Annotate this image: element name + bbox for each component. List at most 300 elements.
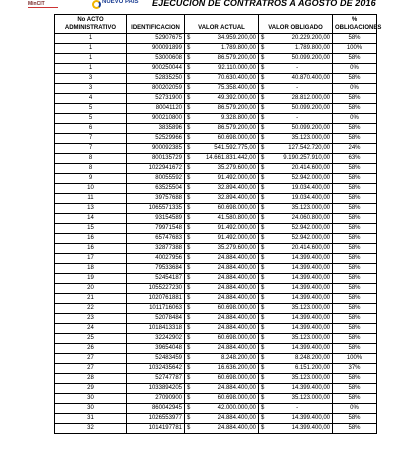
logo-divider bbox=[28, 7, 58, 8]
acto-cell: 1 bbox=[55, 44, 127, 54]
table-row bbox=[55, 404, 377, 414]
valor-actual-cell bbox=[185, 54, 259, 64]
valor-obligado-cell bbox=[259, 124, 333, 134]
currency-symbol: $ bbox=[187, 295, 191, 301]
amount-value: 20.229.200,00 bbox=[291, 35, 330, 41]
currency-symbol: $ bbox=[187, 235, 191, 241]
obligaciones-pct-cell: 58% bbox=[333, 284, 377, 294]
amount-value: 32.894.400,00 bbox=[217, 195, 256, 201]
identificacion-cell: 800202059 bbox=[127, 84, 185, 94]
valor-obligado-cell bbox=[259, 44, 333, 54]
valor-actual-cell bbox=[185, 254, 259, 264]
currency-symbol: $ bbox=[187, 335, 191, 341]
identificacion-cell: 52747787 bbox=[127, 374, 185, 384]
acto-cell: 17 bbox=[55, 254, 127, 264]
currency-symbol: $ bbox=[261, 405, 265, 411]
valor-obligado-cell bbox=[259, 324, 333, 334]
valor-obligado-cell bbox=[259, 344, 333, 354]
valor-actual-cell bbox=[185, 324, 259, 334]
obligaciones-pct-cell: 58% bbox=[333, 314, 377, 324]
acto-cell: 10 bbox=[55, 184, 127, 194]
obligaciones-pct-cell: 58% bbox=[333, 94, 377, 104]
valor-obligado-cell bbox=[259, 384, 333, 394]
currency-symbol: $ bbox=[187, 165, 191, 171]
obligaciones-pct-cell: 100% bbox=[333, 354, 377, 364]
currency-symbol: $ bbox=[187, 125, 191, 131]
amount-value: 52.942.000,00 bbox=[291, 175, 330, 181]
acto-cell: 16 bbox=[55, 244, 127, 254]
valor-obligado-cell bbox=[259, 54, 333, 64]
valor-obligado-cell bbox=[259, 144, 333, 154]
currency-symbol: $ bbox=[261, 155, 265, 161]
currency-symbol: $ bbox=[187, 415, 191, 421]
nuevo-pais-logo bbox=[92, 0, 139, 11]
identificacion-cell: 52483459 bbox=[127, 354, 185, 364]
identificacion-cell: 52078484 bbox=[127, 314, 185, 324]
obligaciones-pct-cell: 58% bbox=[333, 374, 377, 384]
acto-cell: 29 bbox=[55, 384, 127, 394]
obligaciones-pct-cell: 0% bbox=[333, 404, 377, 414]
currency-symbol: $ bbox=[187, 285, 191, 291]
amount-value: 8.248.200,00 bbox=[220, 355, 256, 361]
identificacion-cell: 53000608 bbox=[127, 54, 185, 64]
table-row bbox=[55, 224, 377, 234]
amount-value: 14.399.400,00 bbox=[291, 345, 330, 351]
currency-symbol: $ bbox=[261, 205, 265, 211]
identificacion-cell: 900091899 bbox=[127, 44, 185, 54]
currency-symbol: $ bbox=[187, 155, 191, 161]
amount-value: 19.034.400,00 bbox=[291, 185, 330, 191]
valor-actual-cell bbox=[185, 264, 259, 274]
table-row bbox=[55, 184, 377, 194]
identificacion-cell: 1011716063 bbox=[127, 304, 185, 314]
amount-value: 14.399.400,00 bbox=[291, 385, 330, 391]
valor-actual-cell bbox=[185, 104, 259, 114]
currency-symbol: $ bbox=[187, 85, 191, 91]
amount-value: 14.399.400,00 bbox=[291, 425, 330, 431]
currency-symbol: $ bbox=[261, 45, 265, 51]
obligaciones-pct-cell: 58% bbox=[333, 54, 377, 64]
identificacion-cell: 1022941672 bbox=[127, 164, 185, 174]
acto-cell: 1 bbox=[55, 54, 127, 64]
amount-value: 91.492.000,00 bbox=[217, 175, 256, 181]
obligaciones-pct-cell: 58% bbox=[333, 134, 377, 144]
valor-obligado-cell bbox=[259, 74, 333, 84]
acto-cell: 7 bbox=[55, 144, 127, 154]
amount-value: 16.636.200,00 bbox=[217, 365, 256, 371]
valor-obligado-cell bbox=[259, 194, 333, 204]
amount-value: 14.399.400,00 bbox=[291, 275, 330, 281]
currency-symbol: $ bbox=[261, 365, 265, 371]
acto-cell: 1 bbox=[55, 64, 127, 74]
identificacion-cell: 63525504 bbox=[127, 184, 185, 194]
valor-obligado-cell bbox=[259, 264, 333, 274]
identificacion-cell: 900250044 bbox=[127, 64, 185, 74]
obligaciones-pct-cell: 58% bbox=[333, 234, 377, 244]
obligaciones-pct-cell: 0% bbox=[333, 114, 377, 124]
currency-symbol: $ bbox=[187, 275, 191, 281]
table-row bbox=[55, 304, 377, 314]
valor-actual-cell bbox=[185, 334, 259, 344]
valor-actual-cell bbox=[185, 394, 259, 404]
identificacion-cell: 1026553977 bbox=[127, 414, 185, 424]
valor-obligado-cell bbox=[259, 214, 333, 224]
currency-symbol: $ bbox=[187, 375, 191, 381]
currency-symbol: $ bbox=[261, 345, 265, 351]
currency-symbol: $ bbox=[261, 395, 265, 401]
currency-symbol: $ bbox=[261, 295, 265, 301]
currency-symbol: $ bbox=[187, 215, 191, 221]
amount-value: 24.884.400,00 bbox=[217, 415, 256, 421]
table-row bbox=[55, 114, 377, 124]
valor-actual-cell bbox=[185, 144, 259, 154]
valor-obligado-cell bbox=[259, 174, 333, 184]
identificacion-cell: 40027956 bbox=[127, 254, 185, 264]
valor-actual-cell bbox=[185, 414, 259, 424]
currency-symbol: $ bbox=[261, 85, 265, 91]
valor-obligado-cell bbox=[259, 64, 333, 74]
acto-cell: 18 bbox=[55, 264, 127, 274]
obligaciones-pct-cell: 58% bbox=[333, 384, 377, 394]
acto-cell: 30 bbox=[55, 404, 127, 414]
table-row bbox=[55, 264, 377, 274]
amount-value: 50.099.200,00 bbox=[291, 55, 330, 61]
obligaciones-pct-cell: 63% bbox=[333, 154, 377, 164]
col-header-valor-obligado: VALOR OBLIGADO bbox=[259, 15, 333, 34]
valor-actual-cell bbox=[185, 284, 259, 294]
valor-obligado-cell bbox=[259, 334, 333, 344]
amount-value: 91.492.000,00 bbox=[217, 225, 256, 231]
obligaciones-pct-cell: 58% bbox=[333, 174, 377, 184]
amount-value: 60.698.000,00 bbox=[217, 205, 256, 211]
currency-symbol: $ bbox=[261, 275, 265, 281]
table-row bbox=[55, 134, 377, 144]
acto-cell: 11 bbox=[55, 194, 127, 204]
acto-cell: 8 bbox=[55, 154, 127, 164]
table-row bbox=[55, 194, 377, 204]
identificacion-cell: 52529966 bbox=[127, 134, 185, 144]
amount-value: 50.099.200,00 bbox=[291, 125, 330, 131]
amount-value: 40.870.400,00 bbox=[291, 75, 330, 81]
acto-cell: 30 bbox=[55, 394, 127, 404]
currency-symbol: $ bbox=[187, 345, 191, 351]
valor-obligado-cell bbox=[259, 184, 333, 194]
table-row bbox=[55, 124, 377, 134]
identificacion-cell: 1065571335 bbox=[127, 204, 185, 214]
valor-actual-cell bbox=[185, 374, 259, 384]
amount-value: 41.580.800,00 bbox=[217, 215, 256, 221]
currency-symbol: $ bbox=[261, 185, 265, 191]
table-row bbox=[55, 424, 377, 434]
table-row bbox=[55, 74, 377, 84]
valor-obligado-cell bbox=[259, 134, 333, 144]
amount-value: 86.579.200,00 bbox=[217, 55, 256, 61]
amount-value: 541.592.775,00 bbox=[214, 145, 256, 151]
obligaciones-pct-cell: 58% bbox=[333, 254, 377, 264]
currency-symbol: $ bbox=[261, 225, 265, 231]
table-row bbox=[55, 334, 377, 344]
currency-symbol: $ bbox=[261, 135, 265, 141]
currency-symbol: $ bbox=[187, 225, 191, 231]
currency-symbol: $ bbox=[261, 215, 265, 221]
obligaciones-pct-cell: 100% bbox=[333, 44, 377, 54]
acto-cell: 24 bbox=[55, 324, 127, 334]
valor-actual-cell bbox=[185, 424, 259, 434]
amount-value: 35.123.000,00 bbox=[291, 395, 330, 401]
valor-actual-cell bbox=[185, 184, 259, 194]
identificacion-cell: 32242902 bbox=[127, 334, 185, 344]
currency-symbol: $ bbox=[261, 235, 265, 241]
table-row bbox=[55, 344, 377, 354]
acto-cell: 1 bbox=[55, 34, 127, 44]
amount-value: 24.884.400,00 bbox=[217, 295, 256, 301]
valor-actual-cell bbox=[185, 354, 259, 364]
valor-obligado-cell bbox=[259, 374, 333, 384]
currency-symbol: $ bbox=[261, 415, 265, 421]
amount-value: 14.399.400,00 bbox=[291, 415, 330, 421]
valor-actual-cell bbox=[185, 194, 259, 204]
amount-value: 14.399.400,00 bbox=[291, 255, 330, 261]
acto-cell: 5 bbox=[55, 114, 127, 124]
col-header-identificacion: IDENTIFICACION bbox=[127, 15, 185, 34]
currency-symbol: $ bbox=[261, 75, 265, 81]
identificacion-cell: 900092385 bbox=[127, 144, 185, 154]
acto-cell: 32 bbox=[55, 424, 127, 434]
amount-value: 14.399.400,00 bbox=[291, 315, 330, 321]
identificacion-cell: 52731900 bbox=[127, 94, 185, 104]
amount-value: 60.698.000,00 bbox=[217, 375, 256, 381]
amount-value: 52.942.000,00 bbox=[291, 225, 330, 231]
acto-cell: 21 bbox=[55, 294, 127, 304]
currency-symbol: $ bbox=[261, 145, 265, 151]
amount-value: 24.884.400,00 bbox=[217, 345, 256, 351]
amount-value: 50.099.200,00 bbox=[291, 105, 330, 111]
identificacion-cell: 860042945 bbox=[127, 404, 185, 414]
table-row bbox=[55, 214, 377, 224]
table-row bbox=[55, 324, 377, 334]
obligaciones-pct-cell: 24% bbox=[333, 144, 377, 154]
amount-value: 35.279.600,00 bbox=[217, 165, 256, 171]
currency-symbol: $ bbox=[187, 135, 191, 141]
table-row bbox=[55, 254, 377, 264]
identificacion-cell: 79971548 bbox=[127, 224, 185, 234]
identificacion-cell: 900210800 bbox=[127, 114, 185, 124]
obligaciones-pct-cell: 58% bbox=[333, 244, 377, 254]
valor-obligado-cell bbox=[259, 404, 333, 414]
identificacion-cell: 39654048 bbox=[127, 344, 185, 354]
currency-symbol: $ bbox=[261, 335, 265, 341]
currency-symbol: $ bbox=[187, 255, 191, 261]
valor-actual-cell bbox=[185, 384, 259, 394]
amount-value: 14.399.400,00 bbox=[291, 295, 330, 301]
amount-value: 19.034.400,00 bbox=[291, 195, 330, 201]
acto-cell: 13 bbox=[55, 204, 127, 214]
amount-value: 14.399.400,00 bbox=[291, 285, 330, 291]
obligaciones-pct-cell: 58% bbox=[333, 304, 377, 314]
obligaciones-pct-cell: 58% bbox=[333, 74, 377, 84]
identificacion-cell: 52835250 bbox=[127, 74, 185, 84]
currency-symbol: $ bbox=[187, 115, 191, 121]
acto-cell: 8 bbox=[55, 164, 127, 174]
identificacion-cell: 80041120 bbox=[127, 104, 185, 114]
amount-value: 60.698.000,00 bbox=[217, 335, 256, 341]
table-row bbox=[55, 44, 377, 54]
valor-obligado-cell bbox=[259, 244, 333, 254]
currency-symbol: $ bbox=[261, 105, 265, 111]
col-header-acto: No ACTO ADMINISTRATIVO bbox=[55, 15, 127, 34]
obligaciones-pct-cell: 58% bbox=[333, 394, 377, 404]
valor-actual-cell bbox=[185, 34, 259, 44]
identificacion-cell: 27090900 bbox=[127, 394, 185, 404]
currency-symbol: $ bbox=[261, 385, 265, 391]
valor-actual-cell bbox=[185, 344, 259, 354]
table-row bbox=[55, 204, 377, 214]
table-row bbox=[55, 154, 377, 164]
identificacion-cell: 1055227230 bbox=[127, 284, 185, 294]
amount-value: - bbox=[296, 65, 299, 71]
amount-value: 60.698.000,00 bbox=[217, 395, 256, 401]
valor-obligado-cell bbox=[259, 164, 333, 174]
obligaciones-pct-cell: 58% bbox=[333, 184, 377, 194]
amount-value: 24.884.400,00 bbox=[217, 265, 256, 271]
amount-value: 70.630.400,00 bbox=[217, 75, 256, 81]
valor-actual-cell bbox=[185, 164, 259, 174]
table-row bbox=[55, 54, 377, 64]
currency-symbol: $ bbox=[187, 195, 191, 201]
acto-cell: 31 bbox=[55, 414, 127, 424]
table-row bbox=[55, 384, 377, 394]
amount-value: 14.399.400,00 bbox=[291, 325, 330, 331]
valor-actual-cell bbox=[185, 274, 259, 284]
currency-symbol: $ bbox=[187, 55, 191, 61]
amount-value: 24.884.400,00 bbox=[217, 255, 256, 261]
currency-symbol: $ bbox=[187, 395, 191, 401]
amount-value: 35.123.000,00 bbox=[291, 335, 330, 341]
obligaciones-pct-cell: 58% bbox=[333, 224, 377, 234]
obligaciones-pct-cell: 58% bbox=[333, 264, 377, 274]
amount-value: 32.894.400,00 bbox=[217, 185, 256, 191]
identificacion-cell: 52907675 bbox=[127, 34, 185, 44]
currency-symbol: $ bbox=[261, 95, 265, 101]
table-row bbox=[55, 164, 377, 174]
valor-actual-cell bbox=[185, 294, 259, 304]
acto-cell: 27 bbox=[55, 354, 127, 364]
obligaciones-pct-cell: 58% bbox=[333, 164, 377, 174]
currency-symbol: $ bbox=[261, 265, 265, 271]
acto-cell: 14 bbox=[55, 214, 127, 224]
identificacion-cell: 32877388 bbox=[127, 244, 185, 254]
currency-symbol: $ bbox=[187, 265, 191, 271]
table-body bbox=[55, 34, 377, 434]
table-row bbox=[55, 274, 377, 284]
obligaciones-pct-cell: 58% bbox=[333, 294, 377, 304]
acto-cell: 3 bbox=[55, 84, 127, 94]
currency-symbol: $ bbox=[187, 105, 191, 111]
identificacion-cell: 1014197781 bbox=[127, 424, 185, 434]
obligaciones-pct-cell: 0% bbox=[333, 84, 377, 94]
acto-cell: 16 bbox=[55, 234, 127, 244]
obligaciones-pct-cell: 58% bbox=[333, 424, 377, 434]
currency-symbol: $ bbox=[187, 245, 191, 251]
identificacion-cell: 65747683 bbox=[127, 234, 185, 244]
valor-obligado-cell bbox=[259, 394, 333, 404]
identificacion-cell: 1020761881 bbox=[127, 294, 185, 304]
valor-actual-cell bbox=[185, 304, 259, 314]
acto-cell: 27 bbox=[55, 364, 127, 374]
acto-cell: 7 bbox=[55, 134, 127, 144]
currency-symbol: $ bbox=[261, 195, 265, 201]
table-row bbox=[55, 244, 377, 254]
valor-obligado-cell bbox=[259, 364, 333, 374]
obligaciones-pct-cell: 58% bbox=[333, 34, 377, 44]
valor-actual-cell bbox=[185, 174, 259, 184]
currency-symbol: $ bbox=[261, 285, 265, 291]
amount-value: 1.789.800,00 bbox=[294, 45, 330, 51]
acto-cell: 3 bbox=[55, 74, 127, 84]
currency-symbol: $ bbox=[187, 75, 191, 81]
nuevo-pais-swoosh-icon bbox=[92, 0, 101, 9]
valor-obligado-cell bbox=[259, 254, 333, 264]
valor-actual-cell bbox=[185, 224, 259, 234]
acto-cell: 20 bbox=[55, 284, 127, 294]
obligaciones-pct-cell: 58% bbox=[333, 324, 377, 334]
amount-value: 24.060.800,00 bbox=[291, 215, 330, 221]
valor-obligado-cell bbox=[259, 234, 333, 244]
obligaciones-pct-cell: 58% bbox=[333, 344, 377, 354]
identificacion-cell: 1032435642 bbox=[127, 364, 185, 374]
amount-value: 35.123.000,00 bbox=[291, 305, 330, 311]
table-row bbox=[55, 144, 377, 154]
valor-obligado-cell bbox=[259, 424, 333, 434]
obligaciones-pct-cell: 58% bbox=[333, 414, 377, 424]
table-row bbox=[55, 414, 377, 424]
identificacion-cell: 80055592 bbox=[127, 174, 185, 184]
valor-actual-cell bbox=[185, 234, 259, 244]
obligaciones-pct-cell: 58% bbox=[333, 194, 377, 204]
amount-value: 9.328.800,00 bbox=[220, 115, 256, 121]
currency-symbol: $ bbox=[261, 325, 265, 331]
valor-actual-cell bbox=[185, 314, 259, 324]
amount-value: 9.190.257.910,00 bbox=[283, 155, 330, 161]
amount-value: 60.698.000,00 bbox=[217, 135, 256, 141]
valor-obligado-cell bbox=[259, 204, 333, 214]
acto-cell: 28 bbox=[55, 374, 127, 384]
currency-symbol: $ bbox=[261, 165, 265, 171]
amount-value: 35.123.000,00 bbox=[291, 375, 330, 381]
amount-value: 24.884.400,00 bbox=[217, 315, 256, 321]
currency-symbol: $ bbox=[261, 245, 265, 251]
amount-value: 24.884.400,00 bbox=[217, 275, 256, 281]
currency-symbol: $ bbox=[261, 115, 265, 121]
valor-actual-cell bbox=[185, 114, 259, 124]
valor-actual-cell bbox=[185, 204, 259, 214]
col-header-valor-actual: VALOR ACTUAL bbox=[185, 15, 259, 34]
table-row bbox=[55, 284, 377, 294]
identificacion-cell: 39757688 bbox=[127, 194, 185, 204]
currency-symbol: $ bbox=[187, 145, 191, 151]
table-row bbox=[55, 294, 377, 304]
table-row bbox=[55, 364, 377, 374]
acto-cell: 9 bbox=[55, 174, 127, 184]
valor-actual-cell bbox=[185, 364, 259, 374]
currency-symbol: $ bbox=[261, 305, 265, 311]
amount-value: 35.123.000,00 bbox=[291, 205, 330, 211]
identificacion-cell: 800135729 bbox=[127, 154, 185, 164]
obligaciones-pct-cell: 58% bbox=[333, 334, 377, 344]
identificacion-cell: 1018413318 bbox=[127, 324, 185, 334]
amount-value: 35.123.000,00 bbox=[291, 135, 330, 141]
obligaciones-pct-cell: 58% bbox=[333, 204, 377, 214]
